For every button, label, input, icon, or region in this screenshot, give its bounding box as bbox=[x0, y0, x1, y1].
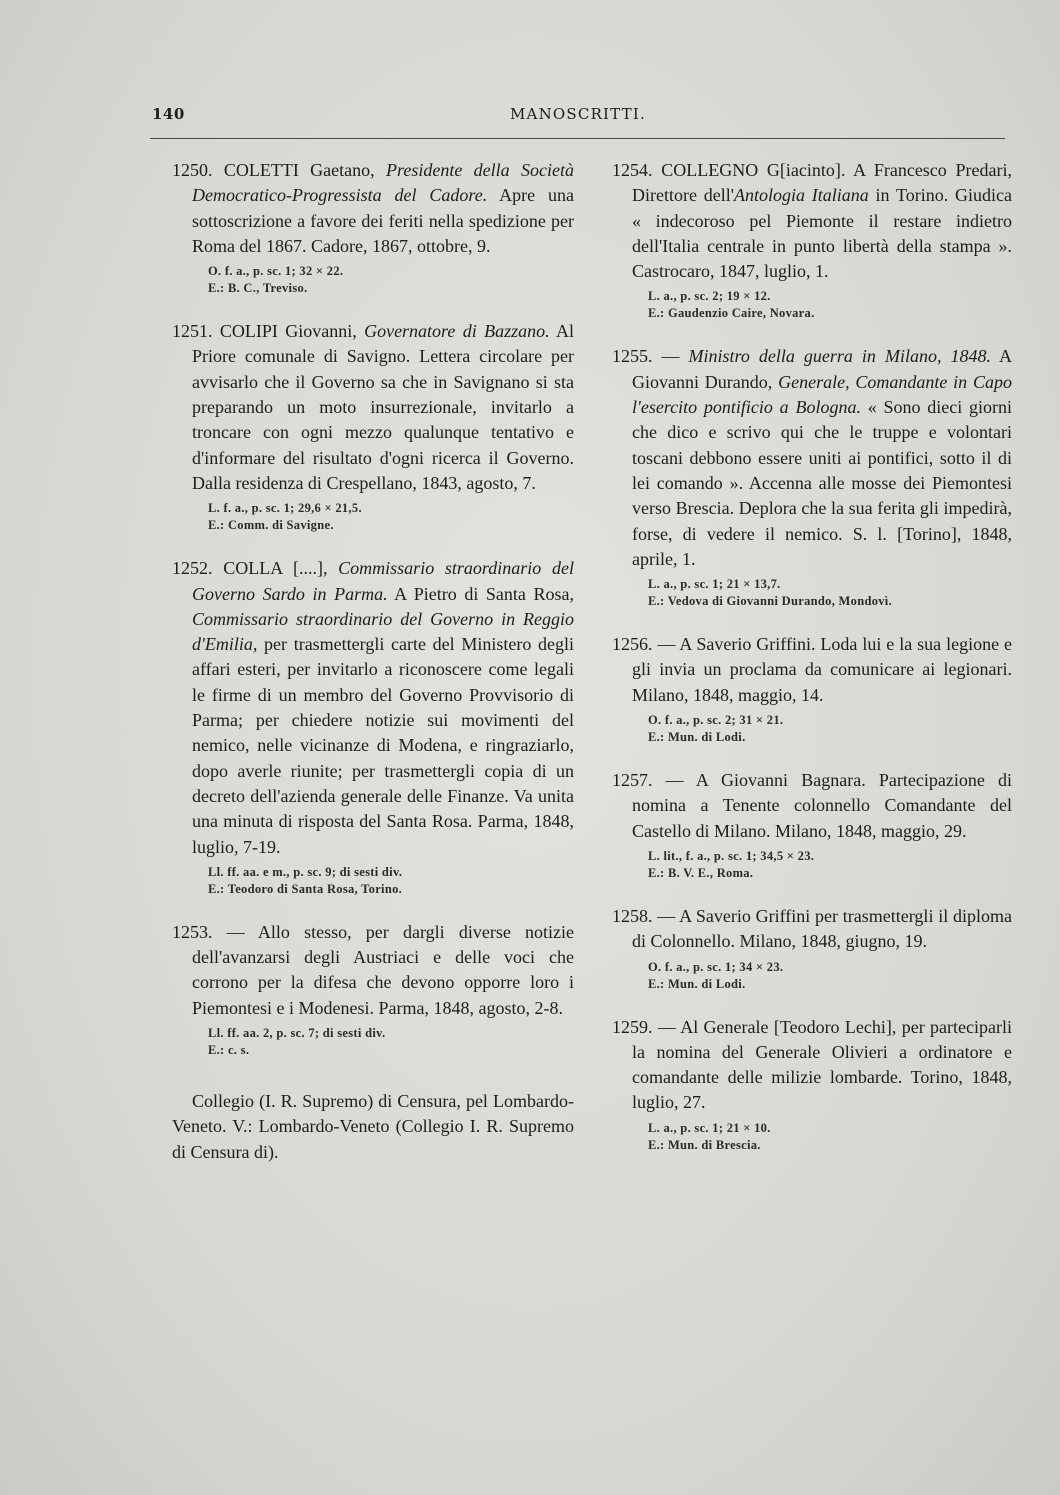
entry-text bbox=[612, 344, 1012, 572]
entry-description: Al Priore comunale di Savigno. Lettera circolare per avvisarlo che il Governo sa che in Savignano si sta preparando un moto insurrezionale, invitarlo a troncare con ogni mezzo qualunque tentativo e d'informare del risultato d'ogni ricerca il Governo. Dalla residenza di Crespellano, 1843, agosto, 7. bbox=[192, 321, 574, 493]
entry-owner: E.: Comm. di Savigne. bbox=[208, 518, 334, 533]
entry-text bbox=[612, 768, 1012, 844]
entry-lead: 1256. — bbox=[612, 634, 680, 655]
entry-title-italic: Governatore di Bazzano. bbox=[364, 321, 550, 342]
entry-1254 bbox=[612, 158, 1012, 322]
entry-description: A Saverio Griffini per trasmettergli il diploma di Colonnello. Milano, 1848, giugno, 19. bbox=[632, 905, 1012, 952]
entry-text bbox=[172, 158, 574, 259]
entry-lead: 1251. COLIPI Giovanni, bbox=[172, 321, 365, 342]
entry-description: Apre una sottoscrizione a favore dei feriti nella spedizione per Roma del 1867. Cadore, 1867, ottobre, 9. bbox=[192, 185, 575, 256]
left-column bbox=[172, 158, 574, 1187]
entry-owner: E.: B. C., Treviso. bbox=[208, 281, 308, 296]
entry-lead: 1252. COLLA [....], bbox=[172, 558, 339, 579]
entry-lead: 1258. — bbox=[612, 905, 680, 926]
cross-reference-text: Collegio (I. R. Supremo) di Censura, pel Lombardo-Veneto. V.: Lombardo-Veneto (Collegio I. R. Supremo di Censura di). bbox=[172, 1091, 574, 1162]
entry-physical-description: L. lit., f. a., p. sc. 1; 34,5 × 23. bbox=[648, 848, 815, 863]
entry-1252 bbox=[172, 556, 574, 898]
entry-1251 bbox=[172, 319, 574, 534]
entry-physical-description: O. f. a., p. sc. 2; 31 × 21. bbox=[648, 713, 784, 728]
entry-1250 bbox=[172, 158, 574, 297]
entry-owner: E.: Mun. di Lodi. bbox=[648, 730, 746, 745]
entry-owner: E.: Teodoro di Santa Rosa, Torino. bbox=[208, 881, 403, 896]
entry-1259 bbox=[612, 1015, 1012, 1154]
entry-physical-description: L. a., p. sc. 1; 21 × 13,7. bbox=[648, 577, 781, 592]
entry-description: A Giovanni Bagnara. Partecipazione di nomina a Tenente colonnello Comandante del Castello di Milano. Milano, 1848, maggio, 29. bbox=[632, 770, 1012, 841]
entry-description: Al Generale [Teodoro Lechi], per parteciparli la nomina del Generale Olivieri a ordinatore e comandante delle milizie lombarde. Torino, 1848, luglio, 27. bbox=[632, 1016, 1012, 1113]
entry-1256 bbox=[612, 632, 1012, 746]
running-title: MANOSCRITTI. bbox=[510, 105, 646, 123]
entry-1257 bbox=[612, 768, 1012, 882]
entry-1258 bbox=[612, 904, 1012, 993]
entry-physical-description: Ll. ff. aa. e m., p. sc. 9; di sesti div. bbox=[208, 864, 403, 879]
entry-text bbox=[612, 904, 1012, 955]
entry-owner: E.: Gaudenzio Caire, Novara. bbox=[648, 306, 815, 321]
entry-lead: 1255. — bbox=[612, 346, 689, 367]
entry-description: « Sono dieci giorni che dico e scrivo qui che le truppe e volontari toscani debbono essere uniti ai pontifici, sotto il di lei comando ». Accenna alle mosse dei Piemontesi verso Brescia. Deplora che la sua ferita gli impedirà, forse, di vedere il nemico. S. l. [Torino], 1848, aprile, 1. bbox=[632, 397, 1012, 569]
entry-lead: 1250. COLETTI Gaetano, bbox=[172, 160, 387, 180]
entry-owner: E.: Mun. di Lodi. bbox=[648, 976, 746, 991]
entry-physical-description: O. f. a., p. sc. 1; 32 × 22. bbox=[208, 264, 344, 279]
page-number: 140 bbox=[152, 105, 185, 123]
entry-owner: E.: B. V. E., Roma. bbox=[648, 865, 754, 880]
entry-lead: 1253. — bbox=[172, 921, 258, 942]
entry-text bbox=[172, 319, 574, 496]
entry-text bbox=[612, 632, 1012, 708]
entry-physical-description: O. f. a., p. sc. 1; 34 × 23. bbox=[648, 959, 784, 974]
entry-text bbox=[612, 1015, 1012, 1116]
entry-text bbox=[172, 920, 574, 1021]
entry-lead: 1254. COLLEGNO G[iacinto]. A Francesco Predari, Direttore dell' bbox=[612, 160, 1012, 206]
entry-title-italic: Commissario straordinario del Governo Sardo in Parma. bbox=[192, 558, 574, 604]
entry-lead: 1257. — bbox=[612, 770, 696, 791]
entry-text bbox=[172, 556, 574, 860]
entry-1253 bbox=[172, 920, 574, 1059]
entry-owner: E.: Mun. di Brescia. bbox=[648, 1137, 761, 1152]
entry-text bbox=[612, 158, 1012, 284]
entry-owner: E.: c. s. bbox=[208, 1043, 250, 1058]
entry-physical-description: L. a., p. sc. 1; 21 × 10. bbox=[648, 1120, 771, 1135]
right-column bbox=[612, 158, 1012, 1176]
entry-1255 bbox=[612, 344, 1012, 610]
entry-title-italic: Antologia Italiana bbox=[733, 185, 869, 206]
entry-description: Allo stesso, per dargli diverse notizie dell'avanzarsi degli Austriaci e delle voci che corrono per la difesa che devono opporre loro i Piemontesi e i Modenesi. Parma, 1848, agosto, 2-8. bbox=[192, 921, 574, 1018]
entry-owner: E.: Vedova di Giovanni Durando, Mondovì. bbox=[648, 594, 893, 609]
entry-recipient-title-italic: Commissario straordinario del Governo in Reggio d'Emilia, bbox=[192, 608, 574, 655]
entry-title-italic: Ministro della guerra in Milano, 1848. bbox=[688, 346, 991, 367]
entry-physical-description: Ll. ff. aa. 2, p. sc. 7; di sesti div. bbox=[208, 1026, 386, 1041]
entry-recipient: A Pietro di Santa Rosa, bbox=[387, 583, 574, 604]
cross-reference bbox=[172, 1089, 574, 1165]
entry-description: A Saverio Griffini. Loda lui e la sua legione e gli invia un proclama da comunicare ai legionari. Milano, 1848, maggio, 14. bbox=[632, 634, 1012, 705]
entry-lead: 1259. — bbox=[612, 1016, 681, 1037]
entry-title-italic: Presidente della Società Democratico-Progressista del Cadore. bbox=[192, 160, 575, 206]
entry-physical-description: L. a., p. sc. 2; 19 × 12. bbox=[648, 289, 771, 304]
entry-description: per trasmettergli carte del Ministero degli affari esteri, per invitarlo a riconoscere come legali le firme di un membro del Governo Provvisorio di Parma; per chiedere notizie sui movimenti del nemico, nelle vicinanze di Modena, e ringraziarlo, dopo averle riunite; per trasmettergli copia di un decreto dell'azienda generale delle Finanze. Va unita una minuta di risposta del Santa Rosa. Parma, 1848, luglio, 7-19. bbox=[192, 634, 574, 857]
entry-recipient-title-italic: Generale, Comandante in Capo l'esercito pontificio a Bologna. bbox=[632, 371, 1012, 418]
entry-physical-description: L. f. a., p. sc. 1; 29,6 × 21,5. bbox=[208, 501, 362, 516]
entry-description: in Torino. Giudica « indecoroso pel Piemonte il restare indietro dell'Italia centrale in punto libertà della stampa ». Castrocaro, 1847, luglio, 1. bbox=[632, 185, 1012, 282]
header-rule bbox=[150, 138, 1005, 139]
entry-recipient: A Giovanni Durando, bbox=[632, 346, 1013, 392]
